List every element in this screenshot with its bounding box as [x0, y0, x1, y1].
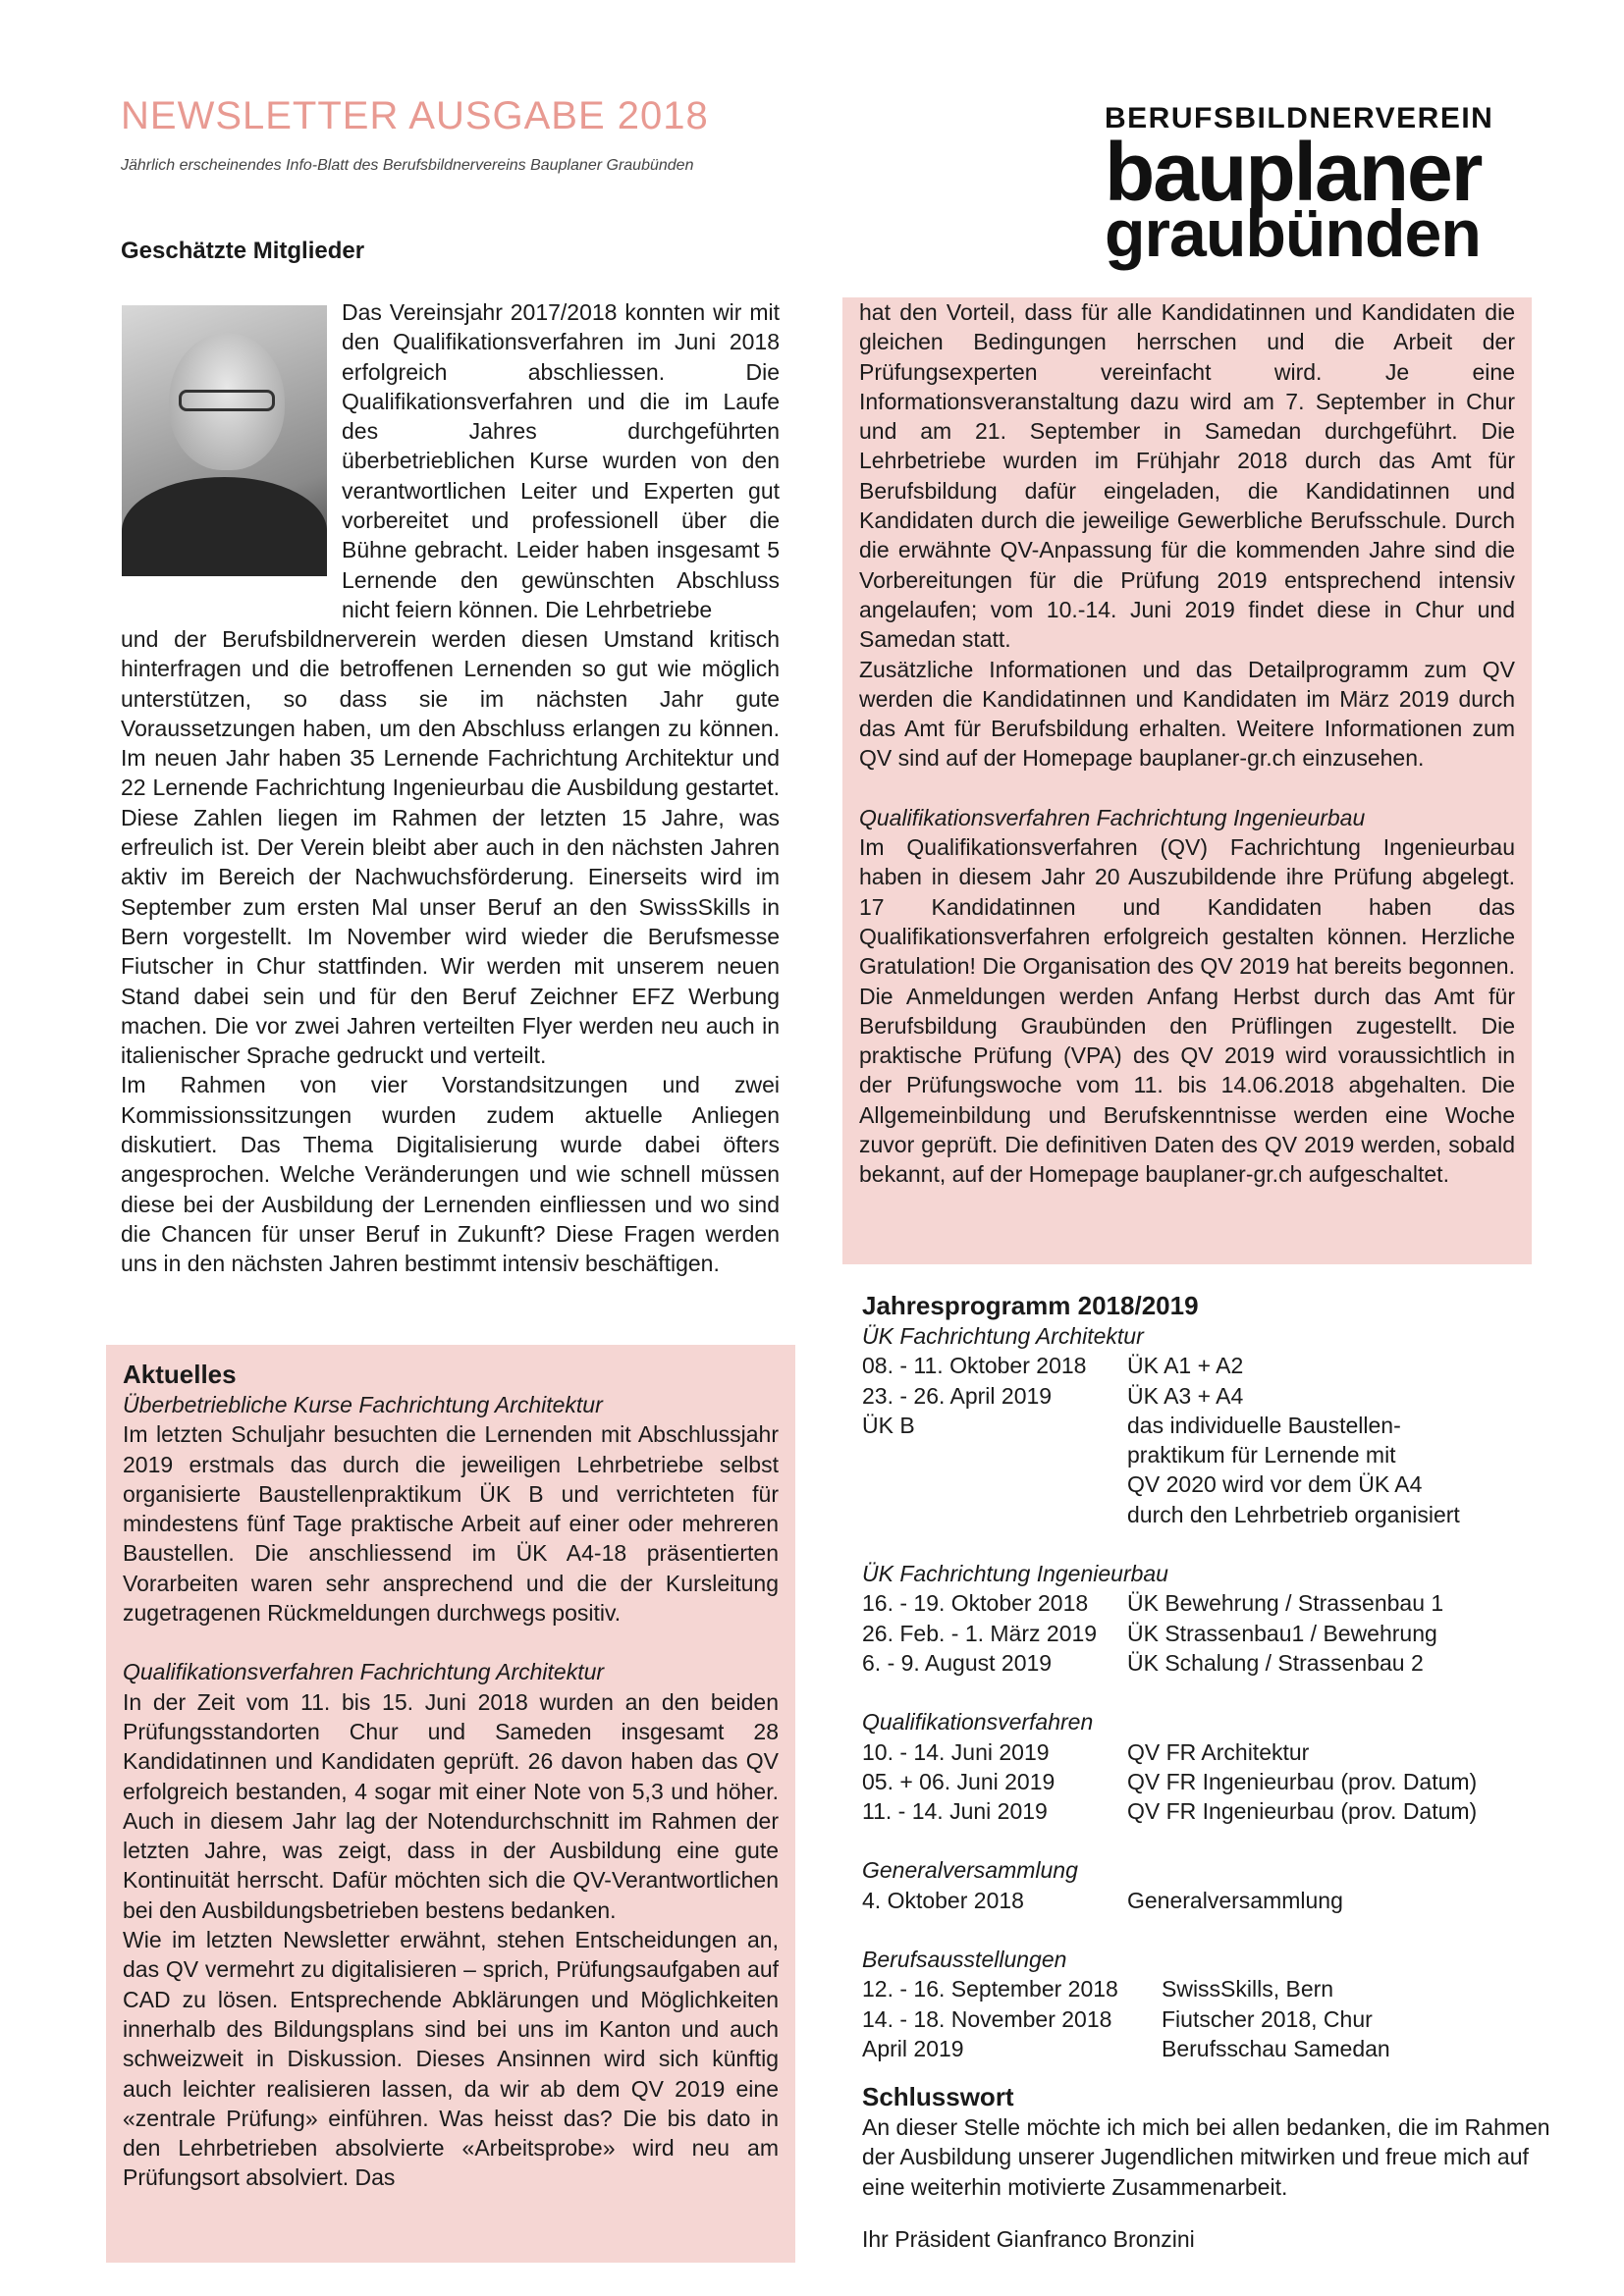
programm-section-title: Qualifikationsverfahren	[862, 1709, 1094, 1735]
programm-row	[862, 1351, 1540, 1380]
programm-date: April 2019	[862, 2035, 964, 2061]
schlusswort-text: An dieser Stelle möchte ich mich bei allen bedanken, die im Rahmen der Ausbildung unserer Jugendlichen mitwirken und freue mich auf eine weiterhin motivierte Zusammenarbeit.	[862, 2114, 1550, 2200]
programm-date: 16. - 19. Oktober 2018	[862, 1590, 1089, 1617]
intro-paragraph-2	[121, 624, 780, 1279]
programm-event: durch den Lehrbetrieb organisiert	[1127, 1501, 1460, 1527]
programm-date	[862, 1500, 1127, 1529]
programm-row	[862, 1737, 1540, 1767]
programm-event: QV FR Ingenieurbau (prov. Datum)	[1127, 1798, 1478, 1825]
programm-date: 23. - 26. April 2019	[862, 1382, 1053, 1409]
logo-line-3: graubünden	[1105, 196, 1481, 271]
programm-row	[862, 1648, 1540, 1678]
qv-architektur-heading: Qualifikationsverfahren Fachrichtung Architektur	[123, 1659, 605, 1685]
programm-section-title: Generalversammlung	[862, 1857, 1078, 1884]
president-photo	[122, 305, 327, 576]
programm-event: QV 2020 wird vor dem ÜK A4	[1127, 1471, 1423, 1498]
programm-row	[862, 1588, 1540, 1618]
logo	[1105, 102, 1537, 271]
schlusswort-heading: Schlusswort	[862, 2082, 1014, 2111]
programm-event: ÜK A3 + A4	[1127, 1382, 1244, 1409]
programm-event: praktikum für Lernende mit	[1127, 1442, 1396, 1468]
programm-event: ÜK Bewehrung / Strassenbau 1	[1127, 1590, 1444, 1617]
programm-row	[862, 1974, 1540, 2003]
aktuelles-heading: Aktuelles	[123, 1360, 237, 1389]
programm-section-title: Berufsausstellungen	[862, 1947, 1067, 1973]
programm-event: Generalversammlung	[1127, 1887, 1343, 1913]
aktuelles-box	[106, 1345, 795, 2263]
programm-row	[862, 2034, 1540, 2063]
programm-section-title: ÜK Fachrichtung Architektur	[862, 1323, 1144, 1349]
programm-event: ÜK Schalung / Strassenbau 2	[1127, 1649, 1424, 1676]
programm-event: Berufsschau Samedan	[1162, 2035, 1390, 2061]
uek-architektur-heading: Überbetriebliche Kurse Fachrichtung Architektur	[123, 1392, 603, 1417]
jahresprogramm-heading: Jahresprogramm 2018/2019	[862, 1291, 1199, 1320]
programm-row	[862, 1500, 1540, 1529]
jahresprogramm-sections	[862, 1321, 1540, 2063]
programm-row	[862, 1469, 1540, 1499]
intro-paragraph-1: Das Vereinsjahr 2017/2018 konnten wir mit den Qualifikationsverfahren im Juni 2018 erfolgreich abschliessen. Die Qualifikationsverfahren und die im Laufe des Jahres durchgeführten überbetrieblichen Kurse wurden von den verantwortlichen Leiter und Experten gut vorbereitet und professionell über die Bühne gebracht. Leider haben insgesamt 5 Lernende den gewünschten Abschluss nicht feiern können. Die Lehrbetriebe	[342, 299, 780, 622]
newsletter-subtitle: Jährlich erscheinendes Info-Blatt des Berufsbildnervereins Bauplaner Graubünden	[121, 157, 694, 174]
programm-date	[862, 1440, 1127, 1469]
signature: Ihr Präsident Gianfranco Bronzini	[862, 2226, 1195, 2252]
programm-row	[862, 1796, 1540, 1826]
programm-section-title: ÜK Fachrichtung Ingenieurbau	[862, 1561, 1168, 1587]
qv-additional-info-text: Zusätzliche Informationen und das Detailprogramm zum QV werden die Kandidatinnen und Kandidaten im März 2019 durch das Amt für Berufsbildung erhalten. Weitere Informationen zum QV sind auf der Homepage bauplaner-gr.ch einzusehen.	[859, 656, 1515, 772]
qv-ingenieurbau-text: Im Qualifikationsverfahren (QV) Fachrichtung Ingenieurbau haben in diesem Jahr 20 Auszubildende ihre Prüfung abgelegt. 17 Kandidatinnen und Kandidaten haben das Qualifikationsverfahren erfolgreich gestalten können. Herzliche Gratulation! Die Organisation des QV 2019 hat bereits begonnen. Die Anmeldungen werden Anfang Herbst durch das Amt für Berufsbildung Graubünden den Prüflingen zugestellt. Die praktische Prüfung (VPA) des QV 2019 wird voraussichtlich in der Prüfungswoche vom 11. bis 14.06.2018 abgehalten. Die Allgemeinbildung und Berufskenntnisse werden eine Woche zuvor geprüft. Die definitiven Daten des QV 2019 werden, sobald bekannt, auf der Homepage bauplaner-gr.ch aufgeschaltet.	[859, 834, 1515, 1188]
programm-date: 26. Feb. - 1. März 2019	[862, 1620, 1098, 1646]
programm-event: Fiutscher 2018, Chur	[1162, 2005, 1373, 2032]
programm-date: 10. - 14. Juni 2019	[862, 1738, 1050, 1765]
schlusswort	[862, 2081, 1561, 2202]
intro-text-3: Im Rahmen von vier Vorstandsitzungen und zwei Kommissionssitzungen wurden zudem aktuelle Anliegen diskutiert. Das Thema Digitalisierung wurde dabei öfters angesprochen. Welche Veränderungen und wie schnell müssen diese bei der Ausbildung der Lernenden einfliessen und wo sind die Chancen für unser Beruf in Zukunft? Diese Fragen werden uns in den nächsten Jahren bestimmt intensiv beschäftigen.	[121, 1072, 780, 1277]
uek-architektur-text: Im letzten Schuljahr besuchten die Lernenden mit Abschlussjahr 2019 erstmals das durch die jeweiligen Lehrbetriebe selbst organisierte Baustellenpraktikum ÜK B und verrichteten für mindestens fünf Tage praktische Arbeit auf einer oder mehreren Baustellen. Die anschliessend im ÜK A4-18 präsentierten Vorarbeiten waren sehr ansprechend und die der Kursleitung zugetragenen Rückmeldungen durchwegs positiv.	[123, 1421, 779, 1627]
programm-row	[862, 1886, 1540, 1915]
jahresprogramm	[862, 1290, 1540, 2063]
programm-date: 14. - 18. November 2018	[862, 2005, 1112, 2032]
programm-row	[862, 2004, 1540, 2034]
qv-ingenieurbau-heading: Qualifikationsverfahren Fachrichtung Ingenieurbau	[859, 804, 1366, 830]
qv-continued-text: hat den Vorteil, dass für alle Kandidatinnen und Kandidaten die gleichen Bedingungen herrschen und die Arbeit der Prüfungsexperten vereinfacht wird. Je eine Informationsveranstaltung dazu wird am 7. September in Chur und am 21. September in Samedan durchgeführt. Die Lehrbetriebe wurden im Frühjahr 2018 durch das Amt für Berufsbildung dafür eingeladen, die Kandidatinnen und Kandidaten durch die jeweilige Gewerbliche Berufsschule. Durch die erwähnte QV-Anpassung für die kommenden Jahre sind die Vorbereitungen für die Prüfung 2019 entsprechend intensiv angelaufen; vom 10.-14. Juni 2019 findet diese in Chur und Samedan statt.	[859, 299, 1515, 653]
qv-architektur-text-1: In der Zeit vom 11. bis 15. Juni 2018 wurden an den beiden Prüfungsstandorten Chur und Sameden insgesamt 28 Kandidatinnen und Kandidaten geprüft. 26 davon haben das QV erfolgreich bestanden, 4 sogar mit einer Note von 5,3 und höher. Auch in diesem Jahr lag der Notendurchschnitt im Rahmen der letzten Jahre, was zeigt, dass in der Ausbildung eine gute Kontinuität herrscht. Dafür möchten sich die QV-Verantwortlichen bei den Ausbildungsbetrieben bestens bedanken.	[123, 1688, 779, 1923]
programm-date: 12. - 16. September 2018	[862, 1976, 1118, 2002]
programm-date	[862, 1469, 1127, 1499]
newsletter-title: NEWSLETTER AUSGABE 2018	[121, 94, 709, 137]
logo-line-1: BERUFSBILDNERVEREIN	[1105, 102, 1494, 134]
programm-row	[862, 1767, 1540, 1796]
programm-row	[862, 1440, 1540, 1469]
programm-event: QV FR Architektur	[1127, 1738, 1310, 1765]
qv-architektur-text-2: Wie im letzten Newsletter erwähnt, stehen Entscheidungen an, das QV vermehrt zu digitalisieren – sprich, Prüfungsaufgaben auf CAD zu lösen. Entsprechende Abklärungen und Möglichkeiten innerhalb des Bildungsplans sind bei uns im Kanton und auch schweizweit in Diskussion. Dieses Ansinnen wird sich künftig auch leichter realisieren lassen, da wir ab dem QV 2019 eine «zentrale Prüfung» einführen. Was heisst das? Die bis dato in den Lehrbetrieben absolvierte «Arbeitsprobe» wird neu am Prüfungsort absolviert. Das	[123, 1927, 779, 2191]
programm-date: 6. - 9. August 2019	[862, 1649, 1053, 1676]
programm-event: das individuelle Baustellen-	[1127, 1412, 1401, 1438]
intro-text-2: und der Berufsbildnerverein werden diesen Umstand kritisch hinterfragen und die betroffenen Lernenden so gut wie möglich unterstützen, so dass sie im nächsten Jahr gute Voraussetzungen haben, um den Abschluss erlangen zu können. Im neuen Jahr haben 35 Lernende Fachrichtung Architektur und 22 Lernende Fachrichtung Ingenieurbau die Ausbildung gestartet. Diese Zahlen liegen im Rahmen der letzten 15 Jahre, was erfreulich ist. Der Verein bleibt aber auch in den nächsten Jahren aktiv im Bereich der Nachwuchsförderung. Einerseits wird im September zum ersten Mal unser Beruf an den SwissSkills in Bern vorgestellt. Im November wird wieder die Berufsmesse Fiutscher in Chur stattfinden. Wir werden mit unserem neuen Stand dabei sein und für den Beruf Zeichner EFZ Werbung machen. Die vor zwei Jahren verteilten Flyer werden neu auch in italienischer Sprache gedruckt und verteilt.	[121, 626, 780, 1069]
programm-event: SwissSkills, Bern	[1162, 1976, 1334, 2002]
greeting-heading: Geschätzte Mitglieder	[121, 238, 365, 264]
programm-date: 08. - 11. Oktober 2018	[862, 1353, 1087, 1379]
programm-event: ÜK Strassenbau1 / Bewehrung	[1127, 1620, 1437, 1646]
programm-date: 11. - 14. Juni 2019	[862, 1798, 1048, 1825]
programm-date: 05. + 06. Juni 2019	[862, 1768, 1056, 1794]
programm-row	[862, 1381, 1540, 1411]
programm-event: QV FR Ingenieurbau (prov. Datum)	[1127, 1768, 1478, 1794]
programm-row	[862, 1619, 1540, 1648]
programm-date: 4. Oktober 2018	[862, 1887, 1024, 1913]
logo-line-2: bauplaner	[1105, 126, 1482, 218]
programm-date: ÜK B	[862, 1412, 915, 1438]
programm-row	[862, 1411, 1540, 1440]
aktuelles-continued-box	[842, 297, 1532, 1264]
programm-event: ÜK A1 + A2	[1127, 1353, 1244, 1379]
